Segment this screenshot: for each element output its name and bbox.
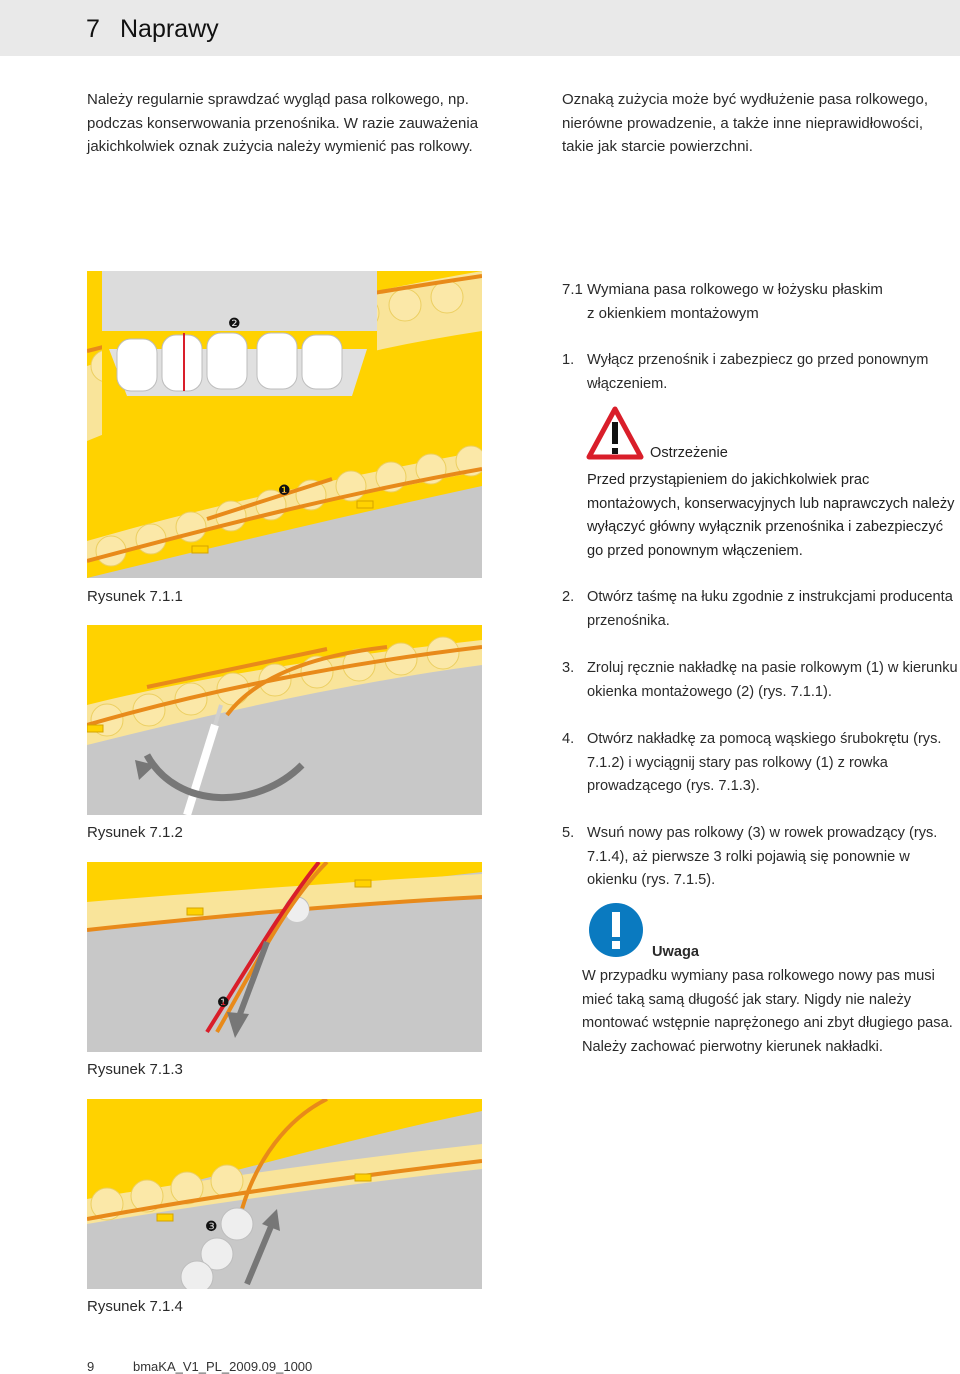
- step-number: 4.: [562, 731, 575, 747]
- caption-7-1-4: Rysunek 7.1.4: [87, 1298, 183, 1315]
- warning-block: [587, 461, 957, 563]
- figure-7-1-4: [87, 1099, 482, 1289]
- marker-3: ❸: [205, 1219, 218, 1235]
- step-number: 1.: [562, 352, 575, 368]
- warning-title: Ostrzeżenie: [650, 445, 728, 461]
- warning-triangle-icon: [586, 406, 644, 460]
- step-4: [562, 728, 960, 799]
- chapter-number: 7: [86, 15, 100, 43]
- step-number: 2.: [562, 589, 575, 605]
- step-number: 5.: [562, 825, 575, 841]
- step-5: [562, 822, 960, 893]
- section-title-line2: z okienkiem montażowym: [587, 304, 759, 322]
- note-block: [582, 965, 960, 1059]
- intro-right: [562, 88, 954, 159]
- step-1: [562, 349, 960, 396]
- step-text: Wsuń nowy pas rolkowy (3) w rowek prowadzący (rys. 7.1.4), aż pierwsze 3 rolki pojawią się ponownie w okienku (rys. 7.1.5).: [587, 825, 938, 888]
- step-number: 3.: [562, 660, 575, 676]
- document-code: bmaKA_V1_PL_2009.09_1000: [133, 1359, 313, 1374]
- exclamation-circle-icon: [588, 902, 644, 958]
- marker-1: ❶: [278, 483, 291, 499]
- warning-title-block: [650, 444, 850, 462]
- caption-7-1-1: Rysunek 7.1.1: [87, 588, 183, 605]
- page-number: 9: [87, 1359, 95, 1374]
- step-text: Wyłącz przenośnik i zabezpiecz go przed ponownym włączeniem.: [587, 352, 929, 392]
- step-2: [562, 586, 960, 633]
- section-title: [562, 278, 957, 325]
- intro-left: [87, 88, 487, 159]
- figure-7-1-1: [87, 271, 482, 578]
- step-text: Otwórz nakładkę za pomocą wąskiego śrubokrętu (rys. 7.1.2) i wyciągnij stary pas rolkowy (1) z rowka prowadzącego (rys. 7.1.3).: [587, 731, 942, 794]
- marker-1: ❶: [217, 995, 230, 1011]
- figure-7-1-2: [87, 625, 482, 815]
- step-text: Otwórz taśmę na łuku zgodnie z instrukcjami producenta przenośnika.: [587, 589, 953, 629]
- note-body: W przypadku wymiany pasa rolkowego nowy pas musi mieć taką samą długość jak stary. Nigdy nie należy montować wstępnie naprężonego ani zbyt długiego pasa. Należy zachować pierwotny kierunek nakładki.: [582, 968, 953, 1055]
- note-title: Uwaga: [652, 944, 700, 960]
- intro-right-text: Oznaką zużycia może być wydłużenie pasa rolkowego, nierówne prowadzenie, a także inne nieprawidłowości, takie jak starcie powierzchni.: [562, 91, 929, 155]
- section-title-line1: 7.1 Wymiana pasa rolkowego w łożysku płaskim: [562, 281, 883, 298]
- warning-body: Przed przystąpieniem do jakichkolwiek prac montażowych, konserwacyjnych lub naprawczych należy wyłączyć główny wyłącznik przenośnika i zabezpieczyć go przed ponownym włączeniem.: [587, 472, 955, 559]
- chapter-title: Naprawy: [120, 15, 219, 43]
- chapter-header: [0, 0, 960, 56]
- figure-7-1-3: [87, 862, 482, 1052]
- intro-left-text: Należy regularnie sprawdzać wygląd pasa rolkowego, np. podczas konserwowania przenośnika. W razie zauważenia jakichkolwiek oznak zużycia należy wymienić pas rolkowy.: [87, 91, 479, 155]
- marker-2: ❷: [228, 316, 241, 332]
- caption-7-1-2: Rysunek 7.1.2: [87, 824, 183, 841]
- caption-7-1-3: Rysunek 7.1.3: [87, 1061, 183, 1078]
- step-3: [562, 657, 960, 704]
- note-title-block: [652, 941, 852, 965]
- step-text: Zroluj ręcznie nakładkę na pasie rolkowym (1) w kierunku okienka montażowego (2) (rys. 7.1.1).: [587, 660, 958, 700]
